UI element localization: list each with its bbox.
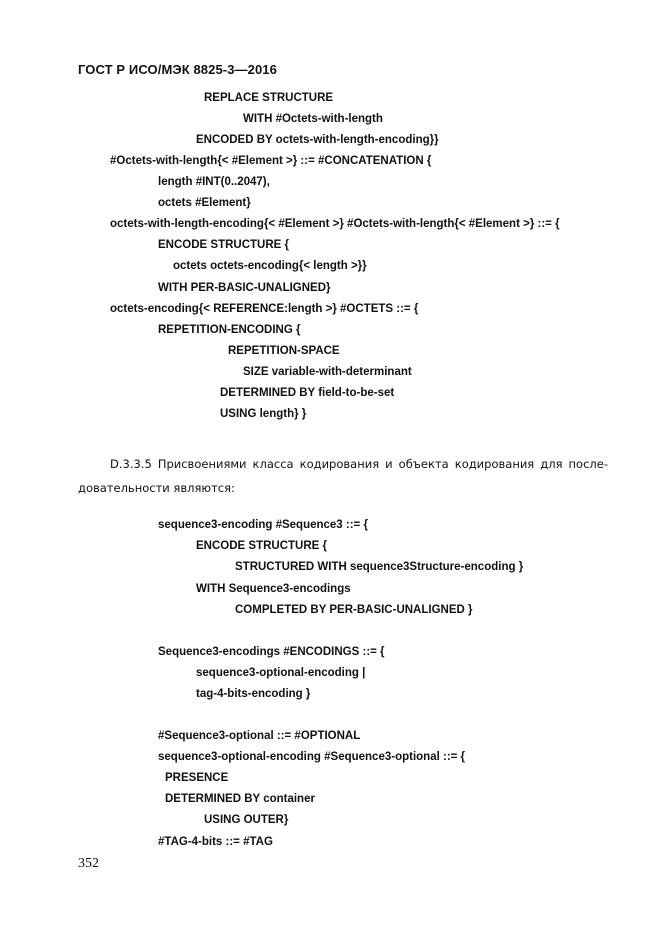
code-line: tag-4-bits-encoding } [196,688,311,700]
code-line: WITH #Octets-with-length [243,113,383,125]
code-line: length #INT(0..2047), [158,176,270,188]
code-line: DETERMINED BY field-to-be-set [220,387,395,399]
code-line: REPETITION-SPACE [228,345,340,357]
code-line: REPLACE STRUCTURE [204,92,334,104]
code-line: PRESENCE [165,772,229,784]
code-line: octets octets-encoding{< length >}} [173,260,367,272]
code-line: ENCODED BY octets-with-length-encoding}} [196,134,439,146]
code-line: #Octets-with-length{< #Element >} ::= #CONCATENATION { [110,155,432,167]
code-line: sequence3-optional-encoding | [196,667,366,679]
code-line: DETERMINED BY container [165,793,315,805]
code-line: SIZE variable-with-determinant [243,366,412,378]
code-line: #TAG-4-bits ::= #TAG [158,836,273,848]
body-paragraph [78,452,608,500]
document-header: ГОСТ Р ИСО/МЭК 8825-3—2016 [78,62,277,77]
code-line: Sequence3-encodings #ENCODINGS ::= { [158,646,385,658]
code-line: octets-encoding{< REFERENCE:length >} #OCTETS ::= { [110,303,419,315]
code-line: REPETITION-ENCODING { [158,324,301,336]
code-line: WITH PER-BASIC-UNALIGNED} [158,282,331,294]
code-line: sequence3-optional-encoding #Sequence3-optional ::= { [158,751,466,763]
page-number: 352 [78,856,99,871]
code-line: STRUCTURED WITH sequence3Structure-encoding } [235,561,524,573]
paragraph-text: D.3.3.5 Присвоениями класса кодирования и объекта кодирования для после- довательности являются: [78,457,608,495]
code-line: USING length} } [220,408,307,420]
code-line: octets #Element} [158,197,251,209]
code-line: COMPLETED BY PER-BASIC-UNALIGNED } [235,604,473,616]
code-line: USING OUTER} [204,814,289,826]
code-line: ENCODE STRUCTURE { [196,540,327,552]
code-line: WITH Sequence3-encodings [196,583,351,595]
code-line: #Sequence3-optional ::= #OPTIONAL [158,730,361,742]
code-line: octets-with-length-encoding{< #Element >} #Octets-with-length{< #Element >} ::= { [110,218,560,230]
code-line: sequence3-encoding #Sequence3 ::= { [158,519,368,531]
code-line: ENCODE STRUCTURE { [158,239,289,251]
